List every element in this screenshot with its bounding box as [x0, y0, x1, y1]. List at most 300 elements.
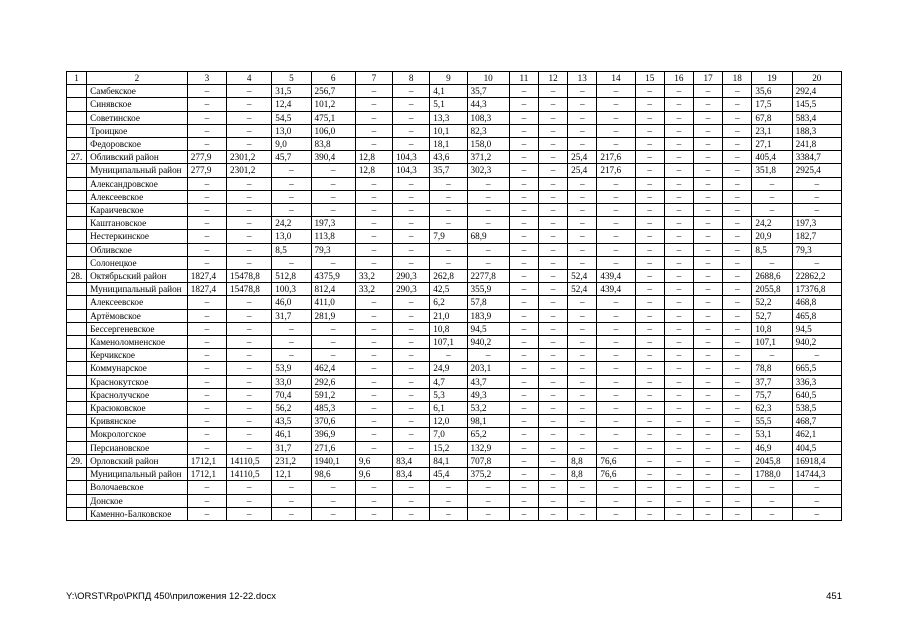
- column-number-header-row: [67, 72, 842, 85]
- value-cell: –: [509, 243, 538, 256]
- value-cell: 1827,4: [187, 283, 226, 296]
- row-number-cell: [67, 362, 87, 375]
- value-cell: –: [664, 309, 693, 322]
- value-cell: 78,8: [752, 362, 792, 375]
- value-cell: –: [393, 296, 430, 309]
- value-cell: –: [187, 481, 226, 494]
- column-number-cell: 5: [272, 72, 311, 85]
- value-cell: 84,1: [430, 454, 467, 467]
- value-cell: –: [467, 349, 509, 362]
- value-cell: –: [430, 494, 467, 507]
- value-cell: –: [355, 362, 392, 375]
- row-number-cell: [67, 468, 87, 481]
- value-cell: 106,0: [311, 124, 355, 137]
- value-cell: –: [227, 507, 272, 520]
- value-cell: 35,6: [752, 85, 792, 98]
- value-cell: –: [538, 349, 567, 362]
- row-number-cell: [67, 164, 87, 177]
- value-cell: –: [538, 309, 567, 322]
- value-cell: –: [430, 507, 467, 520]
- value-cell: 100,3: [272, 283, 311, 296]
- table-row: [67, 322, 842, 335]
- column-number-cell: 2: [87, 72, 188, 85]
- value-cell: 33,2: [355, 270, 392, 283]
- value-cell: –: [187, 190, 226, 203]
- value-cell: –: [393, 375, 430, 388]
- value-cell: –: [664, 283, 693, 296]
- value-cell: –: [635, 441, 664, 454]
- value-cell: –: [538, 375, 567, 388]
- territory-name-cell: Октябрьский район: [87, 270, 188, 283]
- value-cell: –: [538, 177, 567, 190]
- table-row: [67, 336, 842, 349]
- value-cell: –: [752, 204, 792, 217]
- value-cell: –: [568, 415, 597, 428]
- table-row: [67, 362, 842, 375]
- territory-name-cell: Самбекское: [87, 85, 188, 98]
- value-cell: –: [568, 349, 597, 362]
- value-cell: –: [509, 428, 538, 441]
- value-cell: –: [723, 349, 752, 362]
- value-cell: 475,1: [311, 111, 355, 124]
- value-cell: –: [272, 322, 311, 335]
- value-cell: –: [693, 151, 722, 164]
- value-cell: –: [272, 164, 311, 177]
- value-cell: 281,9: [311, 309, 355, 322]
- table-row: [67, 98, 842, 111]
- value-cell: –: [467, 507, 509, 520]
- value-cell: –: [693, 177, 722, 190]
- value-cell: 591,2: [311, 388, 355, 401]
- value-cell: –: [509, 151, 538, 164]
- value-cell: –: [355, 349, 392, 362]
- value-cell: –: [693, 138, 722, 151]
- row-number-cell: [67, 322, 87, 335]
- table-row: [67, 283, 842, 296]
- value-cell: –: [597, 322, 635, 335]
- row-number-cell: [67, 190, 87, 203]
- value-cell: –: [664, 375, 693, 388]
- value-cell: –: [227, 362, 272, 375]
- value-cell: 10,8: [752, 322, 792, 335]
- value-cell: –: [792, 177, 841, 190]
- value-cell: –: [227, 190, 272, 203]
- column-number-cell: 8: [393, 72, 430, 85]
- value-cell: –: [509, 270, 538, 283]
- value-cell: –: [752, 190, 792, 203]
- value-cell: –: [187, 388, 226, 401]
- value-cell: 33,0: [272, 375, 311, 388]
- value-cell: 15,2: [430, 441, 467, 454]
- value-cell: –: [509, 111, 538, 124]
- value-cell: –: [723, 494, 752, 507]
- value-cell: –: [509, 494, 538, 507]
- value-cell: 104,3: [393, 164, 430, 177]
- value-cell: –: [355, 177, 392, 190]
- value-cell: –: [227, 217, 272, 230]
- value-cell: –: [597, 204, 635, 217]
- value-cell: 241,8: [792, 138, 841, 151]
- value-cell: –: [792, 494, 841, 507]
- value-cell: –: [311, 322, 355, 335]
- value-cell: –: [693, 204, 722, 217]
- value-cell: 217,6: [597, 164, 635, 177]
- value-cell: 113,8: [311, 230, 355, 243]
- territory-name-cell: Красюковское: [87, 402, 188, 415]
- value-cell: –: [664, 296, 693, 309]
- row-number-cell: [67, 336, 87, 349]
- value-cell: 83,8: [311, 138, 355, 151]
- value-cell: 940,2: [467, 336, 509, 349]
- value-cell: 24,9: [430, 362, 467, 375]
- value-cell: 43,6: [430, 151, 467, 164]
- value-cell: –: [635, 375, 664, 388]
- value-cell: –: [227, 415, 272, 428]
- value-cell: –: [664, 468, 693, 481]
- column-number-cell: 18: [723, 72, 752, 85]
- value-cell: –: [538, 402, 567, 415]
- value-cell: –: [664, 270, 693, 283]
- value-cell: –: [467, 190, 509, 203]
- value-cell: 1712,1: [187, 468, 226, 481]
- value-cell: –: [693, 494, 722, 507]
- value-cell: 76,6: [597, 454, 635, 467]
- value-cell: –: [509, 349, 538, 362]
- value-cell: –: [635, 309, 664, 322]
- value-cell: –: [509, 190, 538, 203]
- value-cell: 439,4: [597, 270, 635, 283]
- table-row: [67, 111, 842, 124]
- territory-name-cell: Обливский район: [87, 151, 188, 164]
- value-cell: 355,9: [467, 283, 509, 296]
- value-cell: –: [538, 481, 567, 494]
- value-cell: 512,8: [272, 270, 311, 283]
- value-cell: –: [568, 362, 597, 375]
- territory-name-cell: Солонецкое: [87, 256, 188, 269]
- value-cell: –: [664, 177, 693, 190]
- value-cell: –: [723, 85, 752, 98]
- value-cell: –: [693, 85, 722, 98]
- value-cell: –: [355, 481, 392, 494]
- value-cell: –: [568, 336, 597, 349]
- value-cell: –: [509, 256, 538, 269]
- territory-name-cell: Алексеевское: [87, 190, 188, 203]
- value-cell: –: [597, 441, 635, 454]
- value-cell: –: [664, 454, 693, 467]
- value-cell: 182,7: [792, 230, 841, 243]
- data-table: [66, 71, 842, 521]
- value-cell: –: [187, 415, 226, 428]
- value-cell: 292,4: [792, 85, 841, 98]
- value-cell: –: [693, 111, 722, 124]
- territory-name-cell: Нестеркинское: [87, 230, 188, 243]
- value-cell: –: [792, 256, 841, 269]
- value-cell: 188,3: [792, 124, 841, 137]
- value-cell: –: [187, 204, 226, 217]
- value-cell: –: [597, 230, 635, 243]
- value-cell: 56,2: [272, 402, 311, 415]
- value-cell: –: [538, 230, 567, 243]
- table-row: [67, 402, 842, 415]
- value-cell: 14110,5: [227, 454, 272, 467]
- value-cell: –: [664, 124, 693, 137]
- value-cell: –: [568, 507, 597, 520]
- footer-file-path: Y:\ORST\Rpo\РКПД 450\приложения 12-22.docx: [66, 591, 276, 602]
- value-cell: 8,8: [568, 454, 597, 467]
- value-cell: –: [272, 349, 311, 362]
- value-cell: –: [693, 428, 722, 441]
- value-cell: 405,4: [752, 151, 792, 164]
- value-cell: –: [187, 441, 226, 454]
- value-cell: –: [752, 349, 792, 362]
- value-cell: 351,8: [752, 164, 792, 177]
- value-cell: –: [355, 309, 392, 322]
- value-cell: –: [568, 177, 597, 190]
- territory-name-cell: Муниципальный район: [87, 468, 188, 481]
- value-cell: –: [635, 402, 664, 415]
- value-cell: 5,1: [430, 98, 467, 111]
- value-cell: –: [227, 111, 272, 124]
- value-cell: –: [693, 507, 722, 520]
- value-cell: –: [227, 388, 272, 401]
- value-cell: –: [311, 177, 355, 190]
- value-cell: 94,5: [792, 322, 841, 335]
- value-cell: 12,0: [430, 415, 467, 428]
- value-cell: 203,1: [467, 362, 509, 375]
- value-cell: –: [752, 481, 792, 494]
- value-cell: –: [568, 204, 597, 217]
- value-cell: –: [509, 322, 538, 335]
- table-row: [67, 468, 842, 481]
- value-cell: –: [635, 454, 664, 467]
- value-cell: –: [227, 85, 272, 98]
- value-cell: –: [693, 256, 722, 269]
- territory-name-cell: Бессергеневское: [87, 322, 188, 335]
- value-cell: 46,9: [752, 441, 792, 454]
- row-number-cell: [67, 507, 87, 520]
- value-cell: –: [355, 428, 392, 441]
- value-cell: –: [509, 296, 538, 309]
- value-cell: –: [568, 85, 597, 98]
- value-cell: –: [227, 177, 272, 190]
- value-cell: –: [509, 204, 538, 217]
- value-cell: –: [355, 322, 392, 335]
- value-cell: –: [538, 151, 567, 164]
- value-cell: –: [272, 204, 311, 217]
- value-cell: –: [635, 164, 664, 177]
- value-cell: –: [723, 204, 752, 217]
- value-cell: –: [187, 230, 226, 243]
- value-cell: –: [430, 243, 467, 256]
- territory-name-cell: Мокрологское: [87, 428, 188, 441]
- territory-name-cell: Федоровское: [87, 138, 188, 151]
- row-number-cell: [67, 98, 87, 111]
- value-cell: –: [227, 402, 272, 415]
- value-cell: –: [227, 441, 272, 454]
- value-cell: –: [393, 111, 430, 124]
- value-cell: 52,2: [752, 296, 792, 309]
- value-cell: 46,1: [272, 428, 311, 441]
- value-cell: –: [664, 441, 693, 454]
- value-cell: 20,9: [752, 230, 792, 243]
- value-cell: –: [538, 98, 567, 111]
- value-cell: –: [597, 349, 635, 362]
- value-cell: –: [664, 322, 693, 335]
- value-cell: –: [635, 190, 664, 203]
- value-cell: –: [509, 336, 538, 349]
- value-cell: –: [664, 85, 693, 98]
- value-cell: –: [752, 507, 792, 520]
- value-cell: –: [393, 507, 430, 520]
- value-cell: –: [187, 243, 226, 256]
- value-cell: 256,7: [311, 85, 355, 98]
- value-cell: 468,8: [792, 296, 841, 309]
- value-cell: –: [393, 388, 430, 401]
- value-cell: –: [664, 151, 693, 164]
- value-cell: –: [227, 322, 272, 335]
- value-cell: 46,0: [272, 296, 311, 309]
- value-cell: –: [664, 349, 693, 362]
- table-row: [67, 494, 842, 507]
- value-cell: –: [187, 177, 226, 190]
- value-cell: 31,7: [272, 309, 311, 322]
- value-cell: –: [538, 256, 567, 269]
- value-cell: –: [227, 124, 272, 137]
- value-cell: 12,4: [272, 98, 311, 111]
- territory-name-cell: Краснокутское: [87, 375, 188, 388]
- value-cell: –: [227, 204, 272, 217]
- value-cell: 145,5: [792, 98, 841, 111]
- value-cell: –: [355, 85, 392, 98]
- value-cell: –: [693, 375, 722, 388]
- row-number-cell: [67, 243, 87, 256]
- value-cell: –: [723, 402, 752, 415]
- value-cell: –: [635, 336, 664, 349]
- value-cell: –: [430, 349, 467, 362]
- table-row: [67, 415, 842, 428]
- value-cell: –: [355, 296, 392, 309]
- value-cell: 75,7: [752, 388, 792, 401]
- table-row: [67, 190, 842, 203]
- value-cell: –: [509, 454, 538, 467]
- value-cell: –: [664, 507, 693, 520]
- value-cell: 2045,8: [752, 454, 792, 467]
- value-cell: 17,5: [752, 98, 792, 111]
- value-cell: –: [509, 468, 538, 481]
- value-cell: –: [635, 388, 664, 401]
- value-cell: –: [538, 138, 567, 151]
- value-cell: –: [635, 322, 664, 335]
- value-cell: 6,2: [430, 296, 467, 309]
- territory-name-cell: Волочаевское: [87, 481, 188, 494]
- value-cell: –: [723, 296, 752, 309]
- value-cell: 290,3: [393, 283, 430, 296]
- value-cell: –: [538, 428, 567, 441]
- value-cell: –: [187, 85, 226, 98]
- value-cell: –: [635, 85, 664, 98]
- table-row: [67, 441, 842, 454]
- value-cell: –: [568, 375, 597, 388]
- value-cell: 62,3: [752, 402, 792, 415]
- value-cell: –: [272, 336, 311, 349]
- value-cell: 79,3: [311, 243, 355, 256]
- row-number-cell: [67, 283, 87, 296]
- value-cell: –: [693, 468, 722, 481]
- value-cell: –: [393, 256, 430, 269]
- value-cell: –: [568, 494, 597, 507]
- value-cell: –: [509, 402, 538, 415]
- value-cell: –: [187, 349, 226, 362]
- value-cell: –: [664, 481, 693, 494]
- value-cell: –: [664, 415, 693, 428]
- value-cell: –: [227, 98, 272, 111]
- value-cell: –: [723, 138, 752, 151]
- column-number-cell: 20: [792, 72, 841, 85]
- value-cell: –: [538, 507, 567, 520]
- value-cell: –: [187, 507, 226, 520]
- value-cell: –: [568, 402, 597, 415]
- value-cell: 82,3: [467, 124, 509, 137]
- value-cell: –: [355, 494, 392, 507]
- table-row: [67, 481, 842, 494]
- value-cell: –: [635, 243, 664, 256]
- value-cell: –: [311, 256, 355, 269]
- value-cell: –: [430, 217, 467, 230]
- value-cell: 1788,0: [752, 468, 792, 481]
- table-row: [67, 388, 842, 401]
- row-number-cell: [67, 85, 87, 98]
- value-cell: 65,2: [467, 428, 509, 441]
- territory-name-cell: Синявское: [87, 98, 188, 111]
- value-cell: 15478,8: [227, 283, 272, 296]
- value-cell: –: [723, 124, 752, 137]
- value-cell: 2277,8: [467, 270, 509, 283]
- value-cell: –: [723, 283, 752, 296]
- value-cell: 640,5: [792, 388, 841, 401]
- value-cell: –: [311, 164, 355, 177]
- value-cell: –: [752, 256, 792, 269]
- table-row: [67, 454, 842, 467]
- value-cell: –: [597, 362, 635, 375]
- row-number-cell: [67, 138, 87, 151]
- value-cell: –: [467, 243, 509, 256]
- value-cell: –: [272, 507, 311, 520]
- value-cell: –: [568, 111, 597, 124]
- value-cell: –: [597, 415, 635, 428]
- value-cell: 55,5: [752, 415, 792, 428]
- value-cell: –: [227, 494, 272, 507]
- value-cell: –: [355, 336, 392, 349]
- value-cell: –: [568, 256, 597, 269]
- value-cell: 9,6: [355, 468, 392, 481]
- value-cell: 4,1: [430, 85, 467, 98]
- value-cell: 665,5: [792, 362, 841, 375]
- value-cell: 10,1: [430, 124, 467, 137]
- value-cell: –: [597, 243, 635, 256]
- value-cell: 104,3: [393, 151, 430, 164]
- value-cell: –: [693, 362, 722, 375]
- value-cell: –: [538, 85, 567, 98]
- value-cell: 292,6: [311, 375, 355, 388]
- value-cell: 53,2: [467, 402, 509, 415]
- value-cell: –: [227, 296, 272, 309]
- value-cell: –: [227, 138, 272, 151]
- value-cell: 25,4: [568, 164, 597, 177]
- value-cell: –: [635, 481, 664, 494]
- value-cell: –: [635, 217, 664, 230]
- value-cell: –: [597, 481, 635, 494]
- territory-name-cell: Орловский район: [87, 454, 188, 467]
